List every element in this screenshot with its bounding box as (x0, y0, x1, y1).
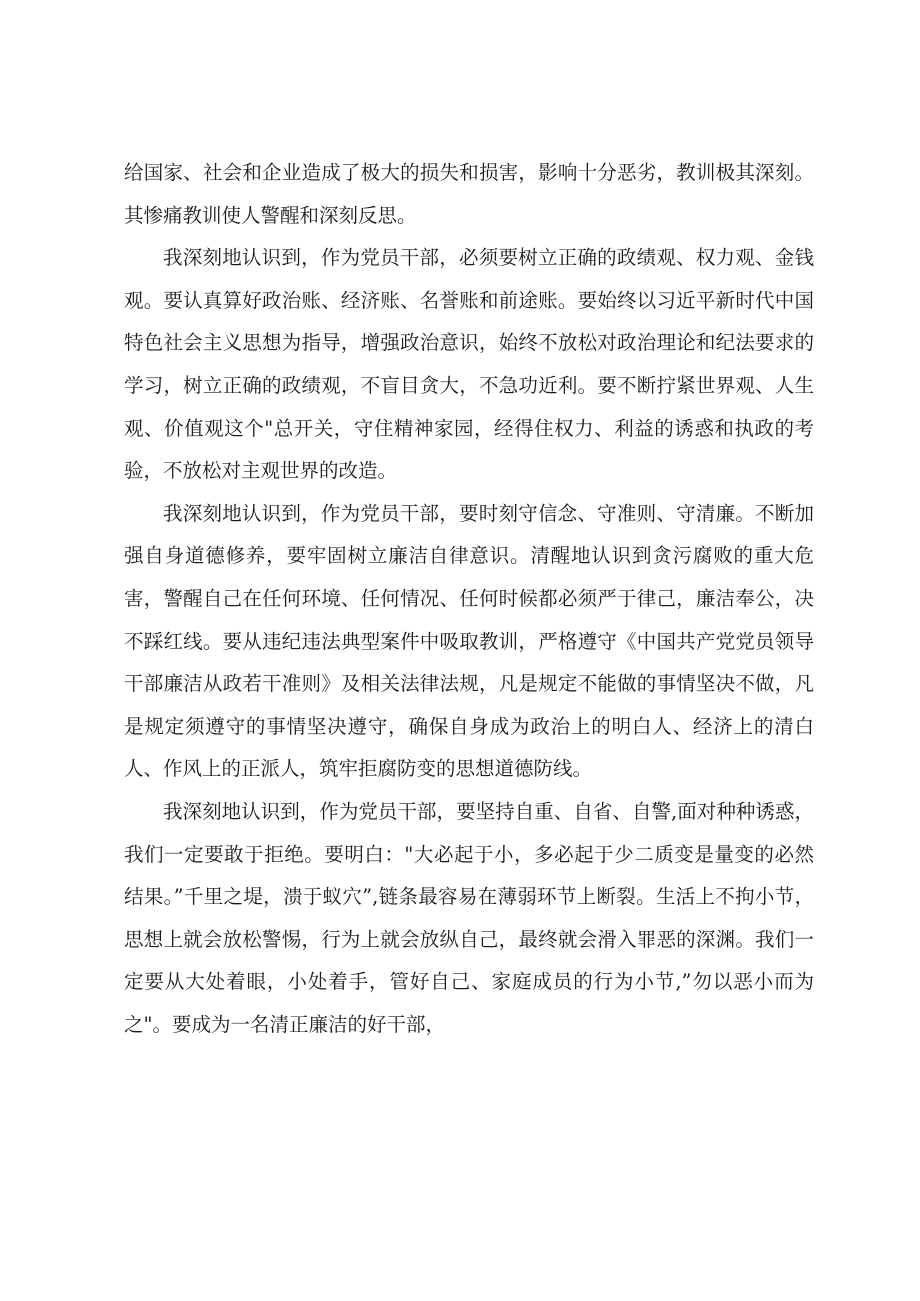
paragraph-2: 我深刻地认识到，作为党员干部，必须要树立正确的政绩观、权力观、金钱观。要认真算好政治账、经济账、名誉账和前途账。要始终以习近平新时代中国特色社会主义思想为指导，增强政治意识，始终不放松对政治理论和纪法要求的学习，树立正确的政绩观，不盲目贪大，不急功近利。要不断拧紧世界观、人生观、价值观这个"总开关，守住精神家园，经得住权力、利益的诱惑和执政的考验，不放松对主观世界的改造。 (124, 246, 814, 483)
paragraph-1: 给国家、社会和企业造成了极大的损失和损害，影响十分恶劣，教训极其深刻。其惨痛教训使人警醒和深刻反思。 (124, 161, 814, 227)
body-text (124, 152, 814, 1046)
paragraph-4: 我深刻地认识到，作为党员干部，要坚持自重、自省、自警,面对种种诱惑，我们一定要敢于拒绝。要明白："大必起于小，多必起于少二质变是量变的必然结果。”千里之堤，溃于蚁穴”,链条最容易在薄弱环节上断裂。生活上不拘小节，思想上就会放松警惕，行为上就会放纵自己，最终就会滑入罪恶的深渊。我们一定要从大处着眼，小处着手，管好自己、家庭成员的行为小节,”勿以恶小而为之"。要成为一名清正廉洁的好干部， (124, 799, 814, 1036)
paragraph-3: 我深刻地认识到，作为党员干部，要时刻守信念、守准则、守清廉。不断加强自身道德修养，要牢固树立廉洁自律意识。清醒地认识到贪污腐败的重大危害，警醒自己在任何环境、任何情况、任何时候都必须严于律己，廉洁奉公，决不踩红线。要从违纪违法典型案件中吸取教训，严格遵守《中国共产党党员领导干部廉洁从政若干准则》及相关法律法规，凡是规定不能做的事情坚决不做，凡是规定须遵守的事情坚决遵守，确保自身成为政治上的明白人、经济上的清白人、作风上的正派人，筑牢拒腐防变的思想道德防线。 (124, 501, 814, 781)
